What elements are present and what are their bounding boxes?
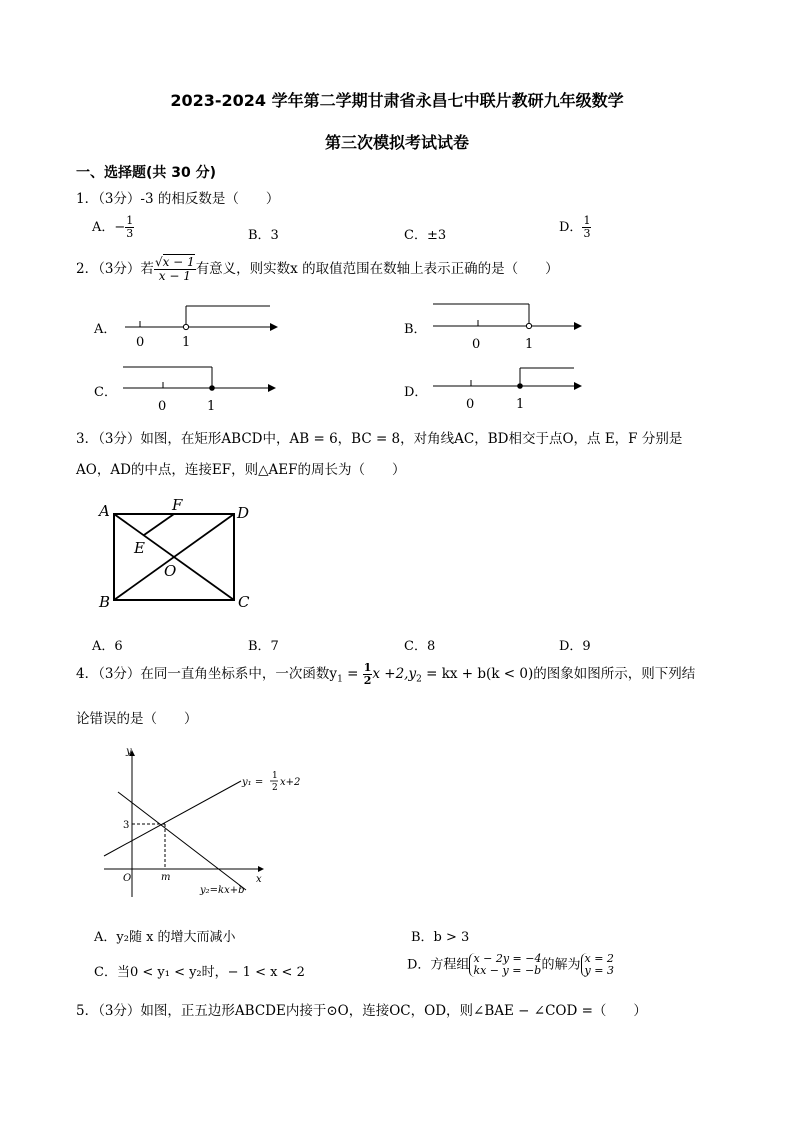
- q3-stem-line2: AO，AD的中点，连接EF，则△AEF的周长为（ ）: [76, 462, 406, 478]
- q4-stem-line1: 4．（3分）在同一直角坐标系中，一次函数$y_1$ = $\frac{1}{2}$ $x +2,y_2$ = kx + b(k < 0)的图象如图所示，则下列结: [76, 661, 696, 687]
- q1-option-c: C．±3: [404, 228, 447, 243]
- q3-option-b: B．7: [248, 639, 279, 654]
- q3-option-c: C．8: [404, 639, 436, 654]
- q2-option-a-label: A．: [94, 322, 117, 337]
- tick-3-label: 3: [123, 820, 130, 831]
- q3-rectangle-figure: [94, 492, 264, 614]
- q4-option-a: A．y₂随 x 的增大而减小: [94, 930, 236, 945]
- tick-0: 0: [466, 397, 475, 412]
- point-e: E: [134, 539, 145, 557]
- q4-option-b: B．b > 3: [411, 930, 470, 945]
- q2-option-c-numberline: [118, 360, 288, 415]
- y-axis-label: y: [126, 746, 132, 757]
- q1-option-d: D． $\frac{1}{3}$: [559, 214, 591, 240]
- q1-option-b: B．3: [248, 228, 279, 243]
- q2-stem: 2．（3分）若 $\frac{√x - 1}{x - 1}$ 有意义，则实数x 的取值范围在数轴上表示正确的是（ ）: [76, 255, 559, 283]
- q2-option-a-numberline: [120, 298, 280, 353]
- q2-option-d-numberline: [428, 360, 588, 415]
- line1-frac-n: 1: [272, 771, 278, 781]
- q2-option-c-label: C．: [94, 385, 117, 400]
- page-title: 2023-2024 学年第二学期甘肃省永昌七中联片教研九年级数学: [170, 91, 624, 110]
- vertex-a: A: [99, 502, 110, 520]
- tick-0: 0: [136, 335, 145, 350]
- q3-stem-line1: 3．（3分）如图，在矩形ABCD中，AB = 6，BC = 8，对角线AC，BD相交于点O，点 E，F 分别是: [76, 431, 683, 447]
- tick-1: 1: [207, 399, 216, 414]
- line1-label-tail: x+2: [280, 777, 301, 788]
- q4-stem-line2: 论错误的是（ ）: [76, 711, 198, 727]
- q1-option-a: A．− $\frac{1}{3}$: [92, 214, 134, 240]
- tick-1: 1: [516, 397, 525, 412]
- line1-frac-d: 2: [272, 783, 278, 793]
- q4-option-c: C．当0 < y₁ < y₂时，− 1 < x < 2: [94, 965, 305, 980]
- q5-stem: 5．（3分）如图，正五边形ABCDE内接于⊙O，连接OC，OD，则∠BAE − ∠COD =（ ）: [76, 1003, 647, 1019]
- q4-graph-figure: [96, 742, 316, 902]
- tick-0: 0: [472, 337, 481, 352]
- point-o: O: [164, 562, 177, 580]
- q2-option-b-label: B．: [404, 322, 427, 337]
- q2-option-d-label: D．: [404, 385, 428, 400]
- q3-option-d: D．9: [559, 639, 591, 654]
- section-heading: 一、选择题(共 30 分): [76, 165, 217, 181]
- q2-option-b-numberline: [428, 298, 588, 353]
- page-subtitle: 第三次模拟考试试卷: [324, 133, 469, 152]
- vertex-d: D: [237, 504, 250, 522]
- tick-0: 0: [158, 399, 167, 414]
- tick-1: 1: [182, 335, 191, 350]
- vertex-c: C: [238, 593, 250, 611]
- m-label: m: [161, 872, 171, 883]
- tick-1: 1: [525, 337, 534, 352]
- q4-option-d: D．方程组 x − 2y = −4 kx − y = −b 的解为 x = 2 y = 3: [407, 952, 614, 977]
- line2-label: y₂=kx+b: [200, 885, 245, 896]
- q3-option-a: A．6: [92, 639, 123, 654]
- point-f: F: [172, 496, 183, 514]
- line1-label-head: y₁ =: [242, 777, 264, 788]
- q1-stem: 1．（3分）-3 的相反数是（ ）: [76, 191, 280, 207]
- x-axis-label: x: [256, 874, 262, 885]
- origin-label: O: [123, 873, 132, 884]
- vertex-b: B: [99, 593, 111, 611]
